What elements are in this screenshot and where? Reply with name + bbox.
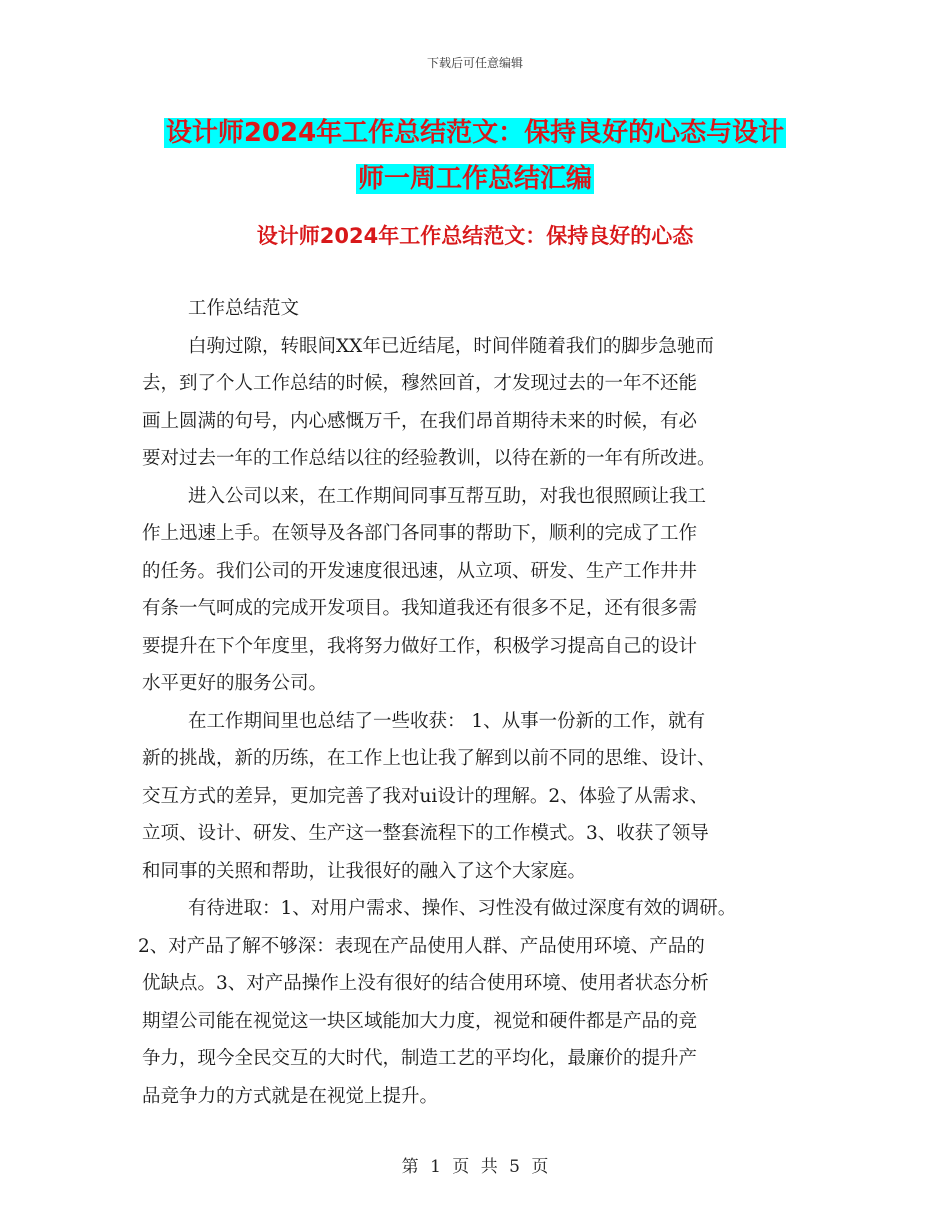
document-title-line-1: 设计师2024年工作总结范文：保持良好的心态与设计 [165, 118, 785, 148]
body-line: 的任务。我们公司的开发速度很迅速，从立项、研发、生产工作井井 [142, 560, 698, 582]
body-line: 品竞争力的方式就是在视觉上提升。 [142, 1085, 439, 1107]
body-line: 交互方式的差异，更加完善了我对ui设计的理解。2、体验了从需求、 [142, 785, 709, 807]
body-line: 画上圆满的句号，内心感慨万千，在我们昂首期待未来的时候，有必 [142, 410, 698, 432]
body-line: 期望公司能在视觉这一块区域能加大力度，视觉和硬件都是产品的竞 [142, 1010, 698, 1032]
body-line: 争力，现今全民交互的大时代，制造工艺的平均化，最廉价的提升产 [142, 1048, 698, 1069]
body-line: 要提升在下个年度里，我将努力做好工作，积极学习提高自己的设计 [142, 635, 698, 657]
body-line: 有待进取：1、对用户需求、操作、习性没有做过深度有效的调研。 [188, 898, 737, 919]
body-line: 作上迅速上手。在领导及各部门各同事的帮助下，顺利的完成了工作 [142, 523, 698, 544]
body-line: 白驹过隙，转眼间XX年已近结尾，时间伴随着我们的脚步急驰而 [188, 335, 714, 357]
body-line: 进入公司以来，在工作期间同事互帮互助，对我也很照顾让我工 [188, 485, 707, 507]
page-header-note: 下载后可任意编辑 [426, 56, 523, 70]
document-title-line-2: 师一周工作总结汇编 [357, 164, 592, 194]
body-line: 工作总结范文 [188, 298, 300, 319]
section-title: 设计师2024年工作总结范文：保持良好的心态 [256, 224, 694, 248]
body-line: 有条一气呵成的完成开发项目。我知道我还有很多不足，还有很多需 [142, 598, 698, 619]
body-line: 2、对产品了解不够深：表现在产品使用人群、产品使用环境、产品的 [138, 935, 705, 957]
document-title [120, 110, 830, 202]
body-line: 水平更好的服务公司。 [142, 673, 328, 694]
body-line: 立项、设计、研发、生产这一整套流程下的工作模式。3、收获了领导 [142, 823, 709, 844]
body-line: 优缺点。3、对产品操作上没有很好的结合使用环境、使用者状态分析 [142, 973, 709, 994]
body-line: 和同事的关照和帮助，让我很好的融入了这个大家庭。 [142, 860, 587, 882]
document-body [138, 290, 822, 1115]
body-line: 去，到了个人工作总结的时候，穆然回首，才发现过去的一年不还能 [142, 373, 698, 394]
body-line: 新的挑战，新的历练，在工作上也让我了解到以前不同的思维、设计、 [142, 748, 716, 769]
body-line: 要对过去一年的工作总结以往的经验教训，以待在新的一年有所改进。 [142, 448, 716, 469]
page-number: 第 1 页 共 5 页 [401, 1157, 549, 1177]
body-line: 在工作期间里也总结了一些收获： 1、从事一份新的工作，就有 [188, 710, 706, 732]
